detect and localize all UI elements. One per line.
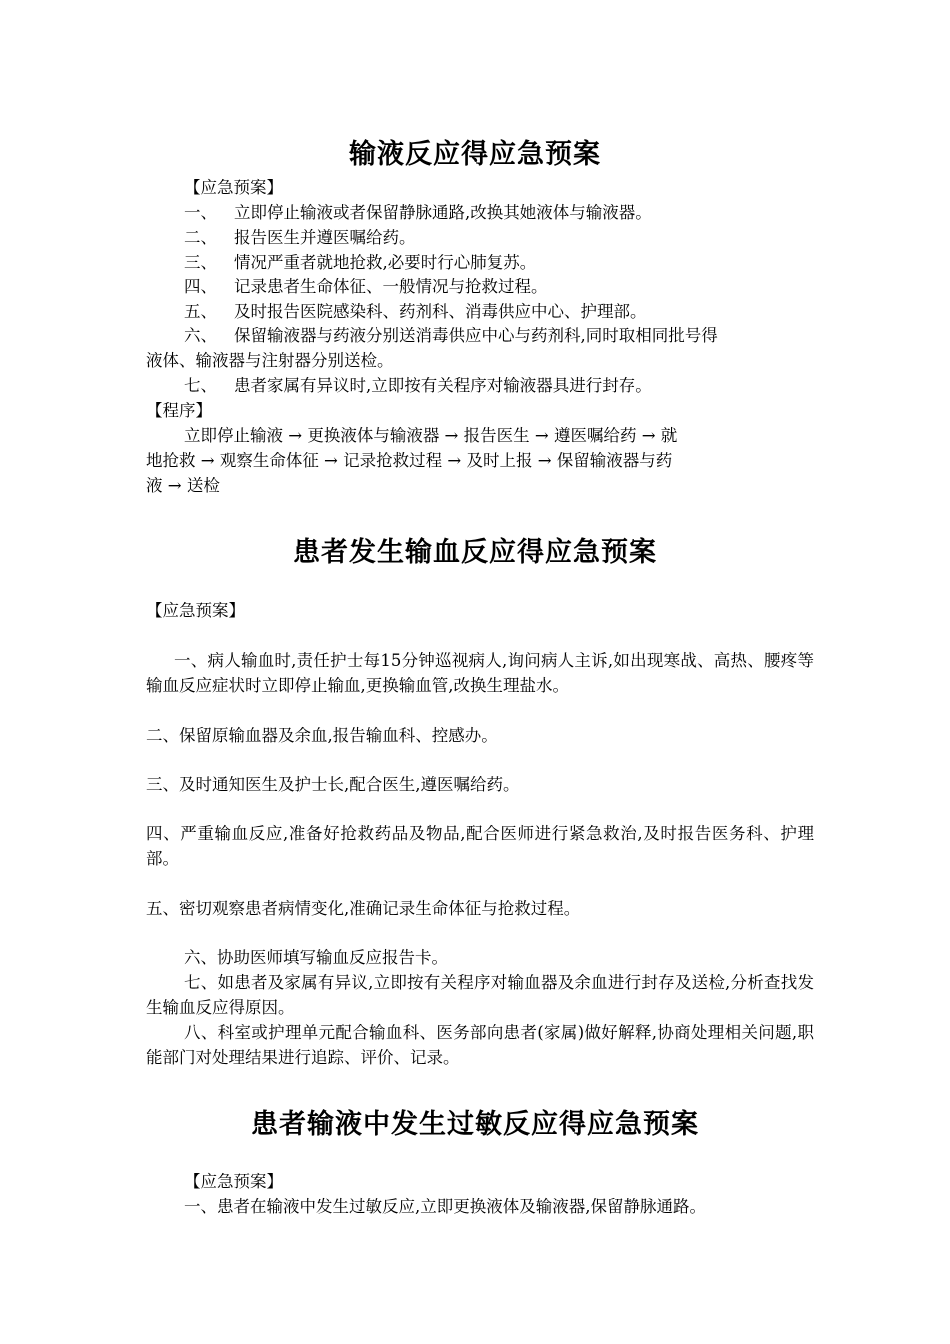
section2-item-2: 二、保留原输血器及余血,报告输血科、控感办。 [146, 726, 498, 745]
section2-item-8: 八、科室或护理单元配合输血科、医务部向患者(家属)做好解释,协商处理相关问题,职能部门对处理结果进行追踪、评价、记录。 [146, 1023, 814, 1067]
section1-item-2 [184, 226, 416, 250]
item-text: 保留输液器与药液分别送消毒供应中心与药剂科,同时取相同批号得 [234, 326, 718, 345]
item-number: 六、 [184, 326, 217, 345]
item-text: 情况严重者就地抢救,必要时行心肺复苏。 [234, 253, 537, 272]
item-text: 及时报告医院感染科、药剂科、消毒供应中心、护理部。 [234, 302, 647, 321]
section1-label: 【应急预案】 [184, 178, 283, 197]
item-number: 二、 [184, 228, 217, 247]
item-number: 一、 [184, 203, 217, 222]
procedure-line-3: 液 → 送检 [146, 476, 220, 495]
section1-item-1 [184, 201, 652, 225]
section2-item-1: 一、病人输血时,责任护士每15分钟巡视病人,询问病人主诉,如出现寒战、高热、腰疼等输血反应症状时立即停止输血,更换输血管,改换生理盐水。 [146, 651, 814, 695]
section3-label: 【应急预案】 [184, 1172, 283, 1191]
section2-label: 【应急预案】 [146, 601, 245, 620]
procedure-line-1: 立即停止输液 → 更换液体与输液器 → 报告医生 → 遵医嘱给药 → 就 [184, 426, 678, 445]
item-text: 记录患者生命体征、一般情况与抢救过程。 [234, 277, 548, 296]
item-text: 患者家属有异议时,立即按有关程序对输液器具进行封存。 [234, 376, 652, 395]
section2-item-7: 七、如患者及家属有异议,立即按有关程序对输血器及余血进行封存及送检,分析查找发生输血反应得原因。 [146, 973, 814, 1017]
section2-item-5: 五、密切观察患者病情变化,准确记录生命体征与抢救过程。 [146, 899, 581, 918]
section2-title: 患者发生输血反应得应急预案 [293, 537, 657, 568]
section2-item-3: 三、及时通知医生及护士长,配合医生,遵医嘱给药。 [146, 775, 520, 794]
section1-item-7 [184, 374, 652, 398]
section2-item-4: 四、严重输血反应,准备好抢救药品及物品,配合医师进行紧急救治,及时报告医务科、护理部。 [146, 824, 814, 868]
item-number: 五、 [184, 302, 217, 321]
item-number: 四、 [184, 277, 217, 296]
item-number: 三、 [184, 253, 217, 272]
section3-title: 患者输液中发生过敏反应得应急预案 [251, 1109, 699, 1140]
section1-item-4 [184, 275, 548, 299]
section2-item-6: 六、协助医师填写输血反应报告卡。 [184, 948, 448, 967]
section3-item-1: 一、患者在输液中发生过敏反应,立即更换液体及输液器,保留静脉通路。 [184, 1197, 706, 1216]
procedure-label: 【程序】 [146, 401, 212, 420]
section1-item-6 [184, 324, 718, 348]
section1-item-5 [184, 300, 647, 324]
item-text: 报告医生并遵医嘱给药。 [234, 228, 416, 247]
section1-item-6-continuation: 液体、输液器与注射器分别送检。 [146, 351, 394, 370]
item-text: 立即停止输液或者保留静脉通路,改换其她液体与输液器。 [234, 203, 652, 222]
procedure-line-2: 地抢救 → 观察生命体征 → 记录抢救过程 → 及时上报 → 保留输液器与药 [146, 451, 673, 470]
item-number: 七、 [184, 376, 217, 395]
section1-title: 输液反应得应急预案 [349, 139, 601, 170]
section1-item-3 [184, 251, 536, 275]
